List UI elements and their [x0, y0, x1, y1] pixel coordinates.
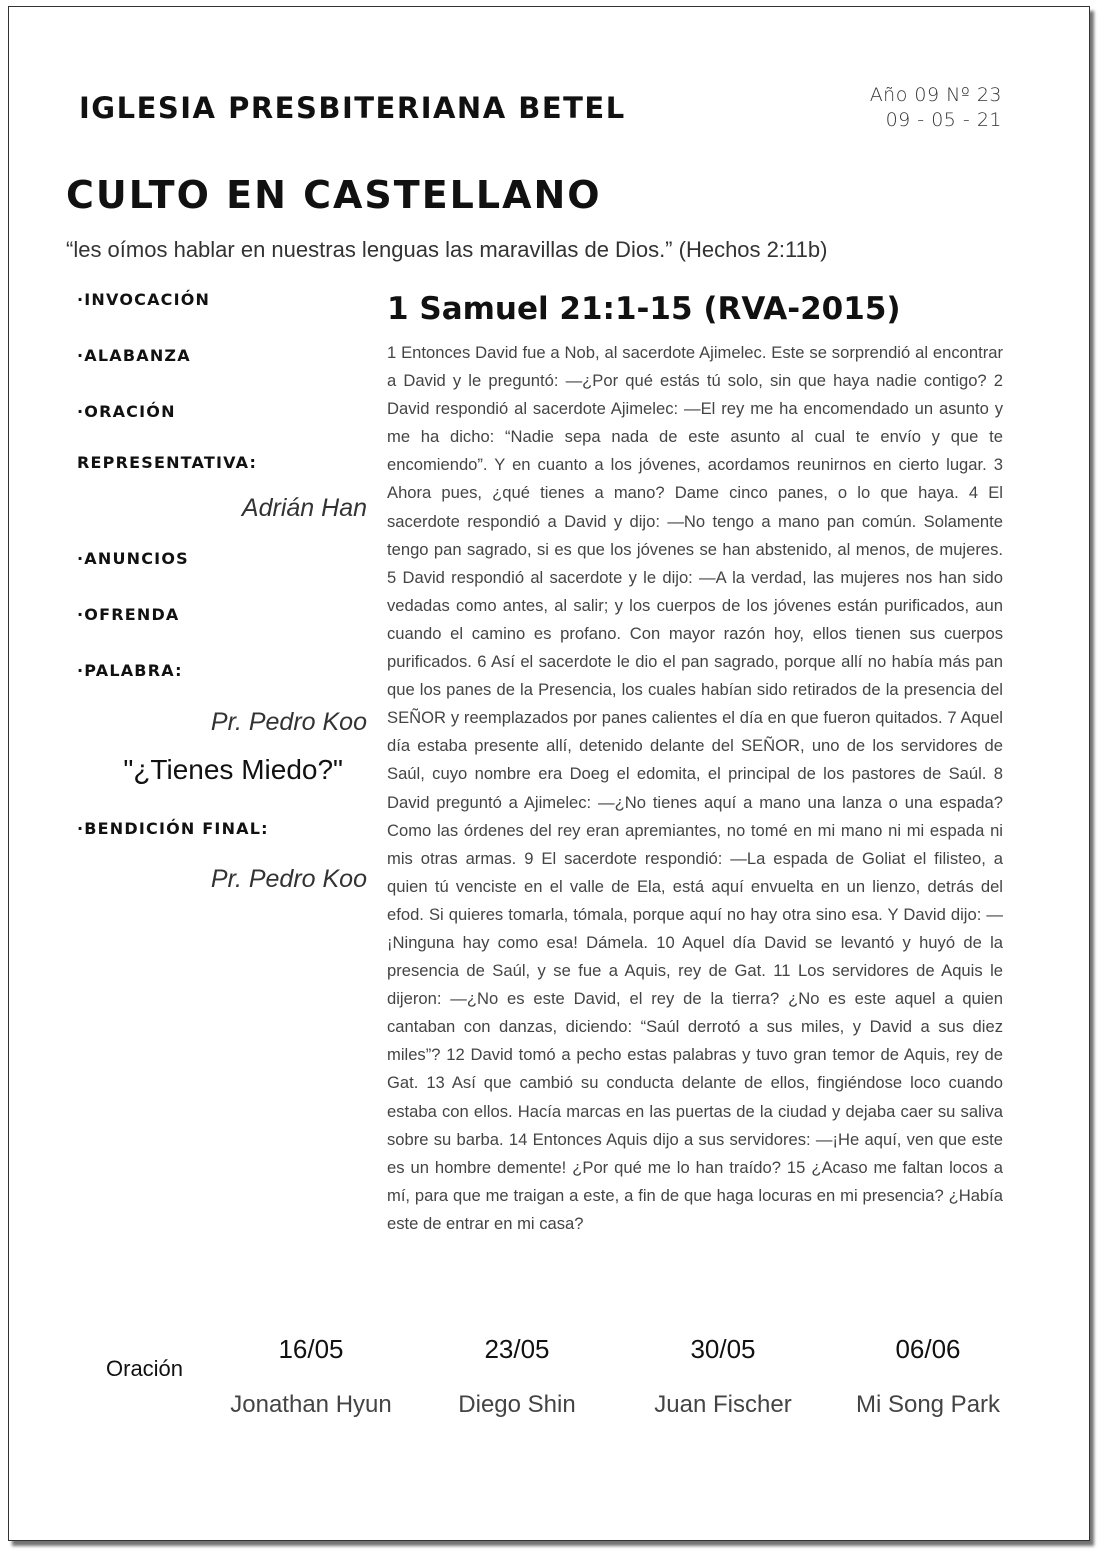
prayer-leader: Juan Fischer	[654, 1391, 792, 1418]
bendicion-person: Pr. Pedro Koo	[210, 865, 367, 893]
order-item-oracion: ·ORACIÓN	[77, 402, 176, 421]
page-title: CULTO EN CASTELLANO	[66, 173, 602, 217]
prayer-schedule-entry	[211, 1331, 411, 1420]
prayer-leader: Diego Shin	[458, 1391, 576, 1418]
order-item-alabanza: ·ALABANZA	[77, 346, 191, 365]
bulletin-page	[8, 6, 1090, 1541]
scripture-reference: 1 Samuel 21:1-15 (RVA-2015)	[387, 291, 901, 327]
sermon-title: "¿Tienes Miedo?"	[123, 754, 343, 785]
order-item-invocacion: ·INVOCACIÓN	[77, 290, 211, 309]
prayer-date: 23/05	[484, 1334, 550, 1364]
order-item-anuncios: ·ANUNCIOS	[77, 549, 189, 568]
prayer-schedule-label: Oración	[106, 1356, 184, 1381]
issue-number: Año 09 Nº 23	[869, 84, 1002, 106]
oracion-person: Adrián Han	[241, 494, 367, 522]
prayer-schedule-entry	[828, 1331, 1028, 1420]
prayer-date: 06/06	[895, 1334, 961, 1364]
church-name: IGLESIA PRESBITERIANA BETEL	[79, 91, 626, 125]
prayer-date: 16/05	[278, 1334, 344, 1364]
palabra-person: Pr. Pedro Koo	[210, 708, 367, 736]
order-item-bendicion: ·BENDICIÓN FINAL:	[77, 819, 269, 838]
order-item-ofrenda: ·OFRENDA	[77, 605, 180, 624]
prayer-schedule-entry	[417, 1331, 617, 1420]
issue-info	[870, 83, 1002, 133]
order-item-palabra: ·PALABRA:	[77, 661, 183, 680]
issue-date: 09 - 05 - 21	[885, 109, 1002, 131]
prayer-leader: Jonathan Hyun	[230, 1391, 392, 1418]
order-item-representativa: REPRESENTATIVA:	[77, 453, 258, 472]
motto-quote: “les oímos hablar en nuestras lenguas las maravillas de Dios.” (Hechos 2:11b)	[66, 237, 828, 262]
prayer-schedule-entry	[623, 1331, 823, 1420]
prayer-date: 30/05	[690, 1334, 756, 1364]
prayer-leader: Mi Song Park	[855, 1391, 1001, 1418]
scripture-passage: 1 Entonces David fue a Nob, al sacerdote Ajimelec. Este se sorprendió al encontrar a David y le preguntó: —¿Por qué estás tú solo, sin que haya nadie contigo? 2 David respondió al sacerdote Ajimelec: —El rey me ha encomendado un asunto y me ha dicho: “Nadie sepa nada de este asunto al cual te envío y que te encomiendo”. Y en cuanto a los jóvenes, acordamos reunirnos en cierto lugar. 3 Ahora pues, ¿qué tienes a mano? Dame cinco panes, o lo que haya. 4 El sacerdote respondió a David y dijo: —No tengo a mano pan común. Solamente tengo pan sagrado, si es que los jóvenes se han abstenido, al menos, de mujeres. 5 David respondió al sacerdote y le dijo: —A la verdad, las mujeres nos han sido vedadas como antes, al salir; y los cuerpos de los jóvenes están purificados, aun cuando el camino es profano. Con mayor razón hoy, ellos tienen sus cuerpos purificados. 6 Así el sacerdote le dio el pan sagrado, porque allí no había más pan que los panes de la Presencia, los cuales habían sido retirados de la presencia del SEÑOR y reemplazados por panes calientes el día en que fueron quitados. 7 Aquel día estaba presente allí, detenido delante del SEÑOR, uno de los servidores de Saúl, cuyo nombre era Doeg el edomita, el principal de los pastores de Saúl. 8 David preguntó a Ajimelec: —¿No tienes aquí a mano una lanza o una espada? Como las órdenes del rey eran apremiantes, no tomé en mi mano ni mi espada ni mis otras armas. 9 El sacerdote respondió: —La espada de Goliat el filisteo, a quien tú venciste en el valle de Ela, está aquí envuelta en un lienzo, detrás del efod. Si quieres tomarla, tómala, porque aquí no hay otra sino esa. Y David dijo: —¡Ninguna hay como esa! Dámela. 10 Aquel día David se levantó y huyó de la presencia de Saúl, y se fue a Aquis, rey de Gat. 11 Los servidores de Aquis le dijeron: —¿No es este David, el rey de la tierra? ¿No es este aquel a quien cantaban con danzas, diciendo: “Saúl derrotó a sus miles, y David a sus diez miles”? 12 David tomó a pecho estas palabras y tuvo gran temor de Aquis, rey de Gat. 13 Así que cambió su conducta delante de ellos, fingiéndose loco cuando estaba con ellos. Hacía marcas en las puertas de la ciudad y dejaba caer su saliva sobre su barba. 14 Entonces Aquis dijo a sus servidores: —¡He aquí, ven que este es un hombre demente! ¿Por qué me lo han traído? 15 ¿Acaso me faltan locos a mí, para que me traigan a este, a fin de que haga locuras en mi presencia? ¿Había este de entrar en mi casa?	[387, 343, 1003, 1233]
